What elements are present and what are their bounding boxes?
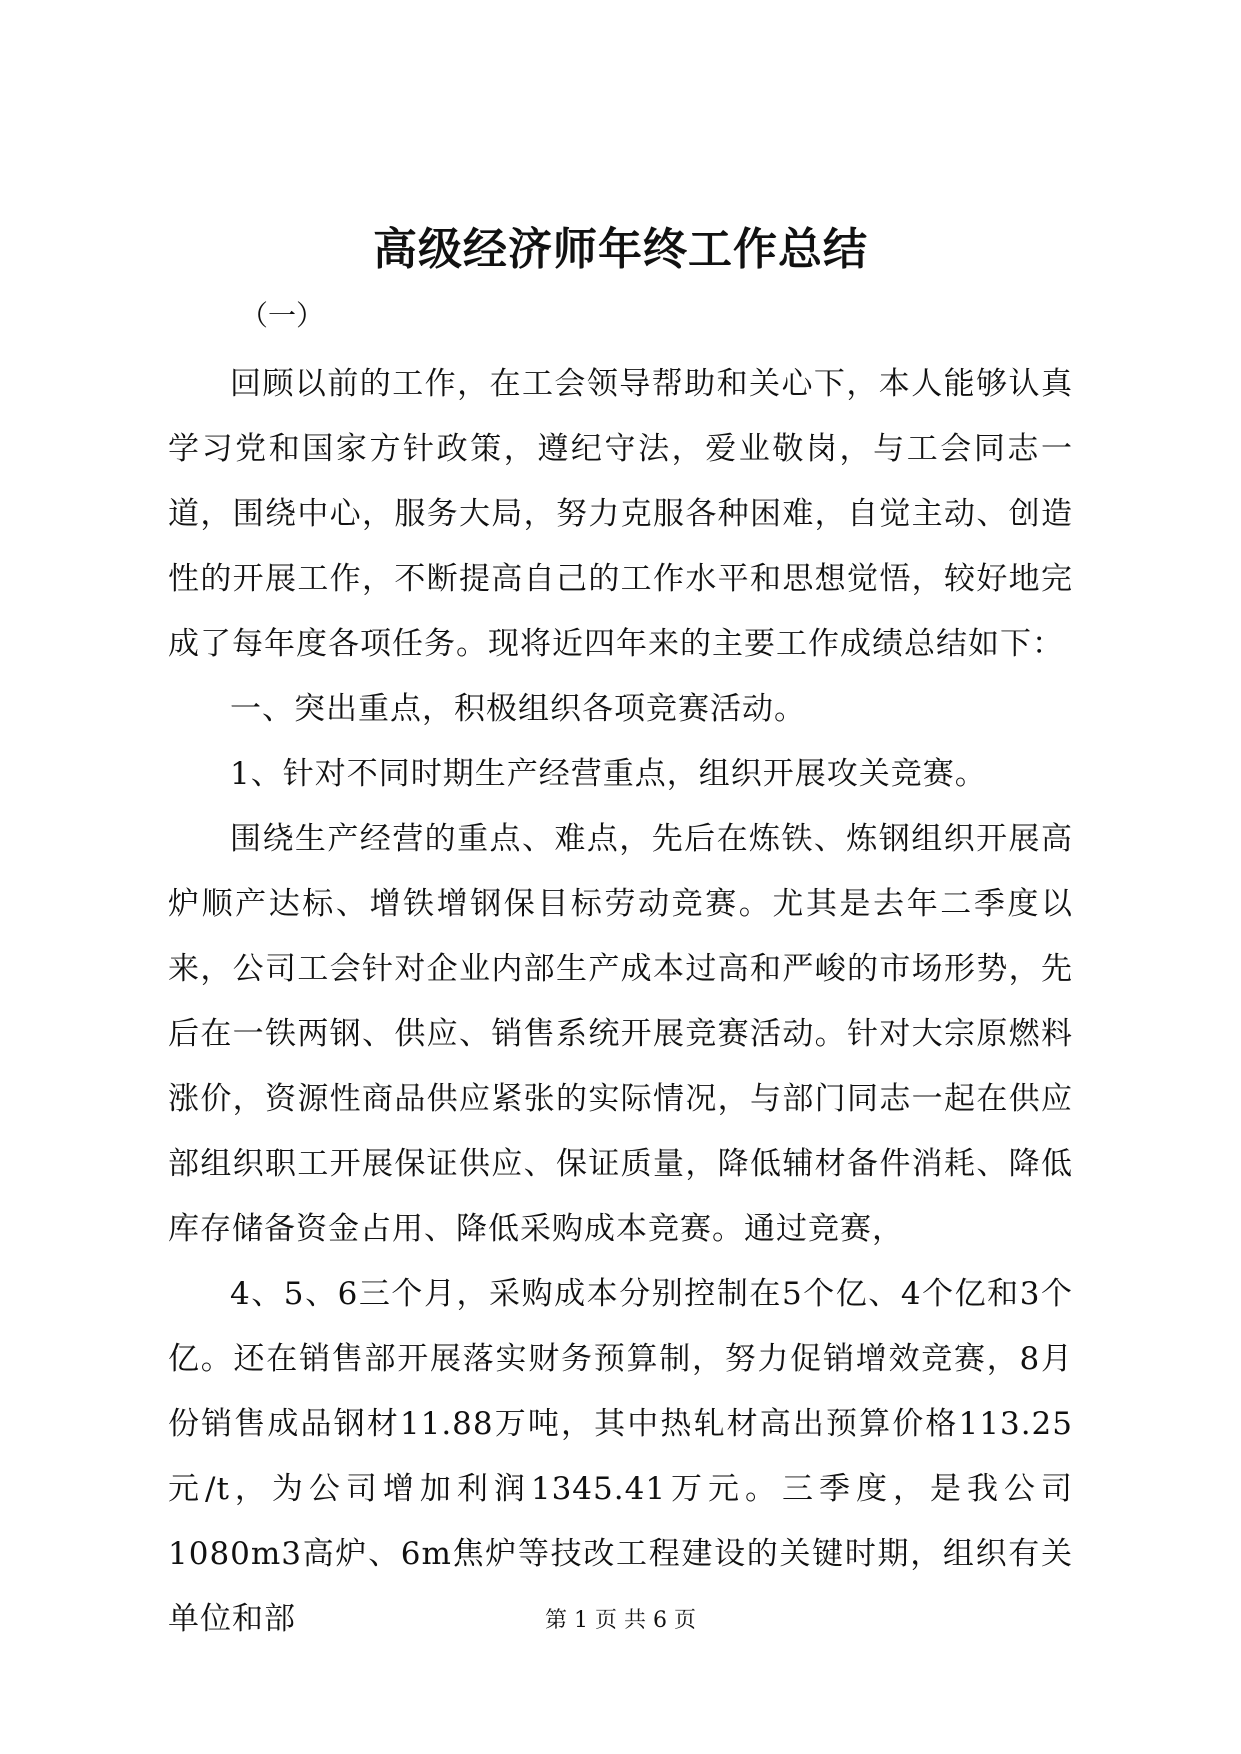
document-title: 高级经济师年终工作总结 bbox=[373, 224, 868, 275]
paragraph-results: 4、5、6三个月，采购成本分别控制在5个亿、4个亿和3个亿。还在销售部开展落实财务预算制，努力促销增效竞赛，8月份销售成品钢材11.88万吨，其中热轧材高出预算价格113.25元/t，为公司增加利润1345.41万元。三季度，是我公司1080m3高炉、6m焦炉等技改工程建设的关键时期，组织有关单位和部 bbox=[168, 1276, 1073, 1637]
document-body bbox=[168, 352, 1073, 1652]
paragraph-heading-1: 一、突出重点，积极组织各项竞赛活动。 bbox=[230, 691, 806, 727]
paragraph-competitions: 围绕生产经营的重点、难点，先后在炼铁、炼钢组织开展高炉顺产达标、增铁增钢保目标劳动竞赛。尤其是去年二季度以来，公司工会针对企业内部生产成本过高和严峻的市场形势，先后在一铁两钢、供应、销售系统开展竞赛活动。针对大宗原燃料涨价，资源性商品供应紧张的实际情况，与部门同志一起在供应部组织职工开展保证供应、保证质量，降低辅材备件消耗、降低库存储备资金占用、降低采购成本竞赛。通过竞赛， bbox=[168, 821, 1073, 1247]
page-footer: 第 1 页 共 6 页 bbox=[545, 1608, 696, 1633]
section-marker: （一） bbox=[240, 299, 325, 332]
paragraph-subheading-1: 1、针对不同时期生产经营重点，组织开展攻关竞赛。 bbox=[230, 756, 987, 792]
paragraph-intro: 回顾以前的工作，在工会领导帮助和关心下，本人能够认真学习党和国家方针政策，遵纪守法，爱业敬岗，与工会同志一道，围绕中心，服务大局，努力克服各种困难，自觉主动、创造性的开展工作，不断提高自己的工作水平和思想觉悟，较好地完成了每年度各项任务。现将近四年来的主要工作成绩总结如下： bbox=[168, 366, 1073, 662]
